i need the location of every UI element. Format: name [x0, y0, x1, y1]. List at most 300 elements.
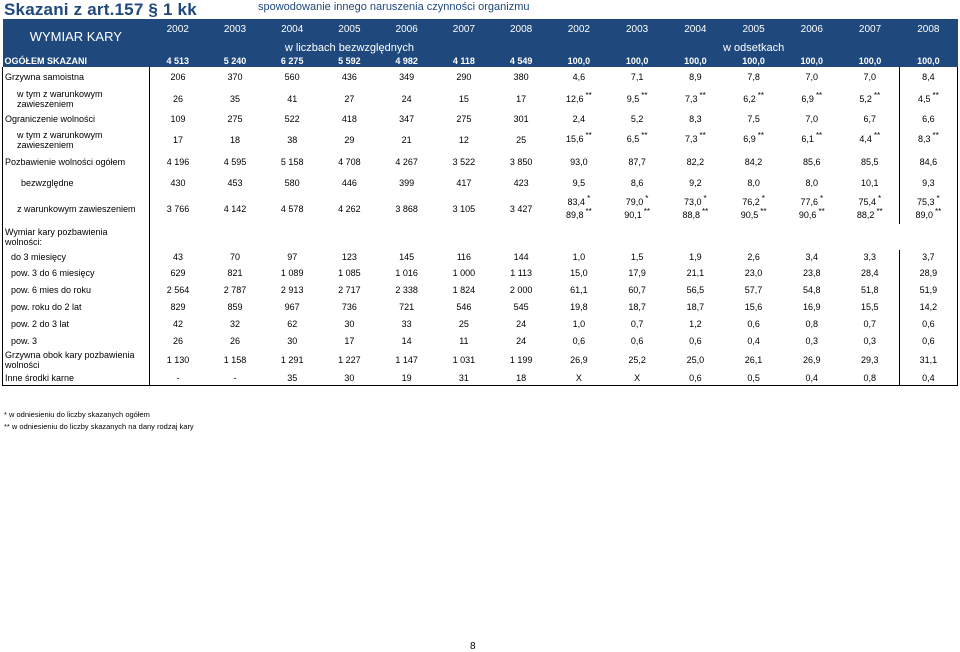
footnote-marker: **	[873, 90, 881, 100]
abs-cell: 4 262	[338, 204, 361, 214]
abs-cell: 17	[344, 335, 355, 346]
pct-cell	[550, 153, 608, 171]
pct-value: 0,6	[630, 335, 644, 346]
abs-cell: 2 564	[166, 284, 190, 295]
pct-value: 0,6	[922, 335, 935, 346]
pct-cell	[724, 371, 782, 385]
pct-cell	[783, 67, 841, 86]
pct-value: 84,2	[744, 157, 763, 167]
pct-value: 26,9	[803, 355, 821, 365]
pct-cell	[841, 250, 899, 264]
pct-cell	[608, 371, 666, 385]
abs-cell: 33	[401, 318, 412, 329]
year-pct-2008: 2008	[899, 19, 957, 40]
page-title: Skazani z art.157 § 1 kk	[4, 0, 197, 19]
abs-cell: 43	[172, 252, 183, 262]
pct-cell	[666, 153, 724, 171]
total-pct-cell: 100,0	[550, 55, 608, 67]
abs-cell: 116	[456, 252, 472, 262]
abs-cell: 2 000	[509, 284, 533, 295]
pct-value: 7,3	[684, 134, 698, 144]
abs-cell: 3 105	[452, 204, 476, 214]
abs-cell: 3 850	[509, 157, 533, 167]
abs-cell: 25	[458, 318, 469, 329]
pct-value: 0,6	[922, 318, 935, 329]
pct-cell	[783, 86, 841, 112]
abs-cell: 290	[456, 71, 472, 82]
abs-cell: 967	[284, 301, 300, 312]
abs-cell: 4 595	[223, 157, 247, 167]
row-label: z warunkowym zawieszeniem	[3, 194, 150, 224]
abs-cell: 430	[170, 177, 186, 188]
pct-cell	[841, 332, 899, 349]
footnote-marker: **	[934, 207, 942, 216]
abs-cell: 349	[399, 71, 415, 82]
row-label: w tym z warunkowym zawieszeniem	[3, 86, 150, 112]
pct-cell	[666, 298, 724, 315]
abs-cell: 546	[456, 301, 472, 312]
pct-value: 79,0	[625, 197, 644, 207]
caption-absolute: w liczbach bezwzględnych	[149, 40, 550, 55]
pct-value: 89,8	[565, 210, 584, 220]
abs-cell: 2 913	[280, 284, 304, 295]
abs-cell: -	[206, 371, 263, 385]
pct-cell	[783, 332, 841, 349]
footnote-marker: **	[876, 207, 883, 216]
pct-value: 25,2	[628, 355, 646, 365]
pct-value: 0,6	[689, 372, 702, 383]
pct-value: 85,5	[861, 157, 879, 167]
empty-cell	[149, 224, 957, 250]
abs-cell: 62	[287, 318, 298, 329]
row-label: pow. roku do 2 lat	[3, 298, 150, 315]
year-abs-2007: 2007	[435, 19, 492, 40]
pct-value: 5,2	[859, 93, 872, 104]
pct-cell	[841, 126, 899, 153]
pct-value: 6,7	[863, 114, 877, 124]
pct-value: 56,5	[686, 284, 705, 295]
pct-cell	[724, 315, 782, 332]
pct-cell	[666, 194, 724, 224]
pct-value: 9,5	[626, 93, 640, 104]
pct-cell	[666, 250, 724, 264]
total-row	[3, 55, 958, 67]
pct-value: 84,6	[919, 157, 938, 167]
pct-cell	[899, 67, 957, 86]
abs-cell: 821	[227, 267, 243, 278]
total-abs-cell: 4 982	[378, 55, 435, 67]
table-row	[3, 86, 958, 112]
footnote-marker: **	[585, 131, 592, 140]
pct-value: 61,1	[570, 284, 588, 295]
total-label: OGÓŁEM SKAZANI	[3, 55, 150, 67]
abs-cell: 30	[321, 371, 378, 385]
footnote-marker: *	[645, 194, 649, 203]
year-pct-2004: 2004	[666, 19, 724, 40]
pct-value: 7,0	[805, 71, 819, 82]
pct-value: 90,1	[624, 210, 642, 220]
pct-value: X	[575, 372, 582, 383]
table-row	[3, 171, 958, 194]
pct-value: 1,0	[572, 252, 586, 262]
pct-value: 8,3	[917, 134, 931, 144]
footnote-marker: *	[587, 194, 591, 203]
abs-cell: 1 113	[510, 267, 533, 278]
footnote-marker: **	[757, 90, 764, 100]
abs-cell: 3 766	[166, 204, 190, 214]
abs-cell: 1 130	[166, 355, 190, 365]
pct-value: 23,8	[803, 267, 821, 278]
abs-cell: 1 227	[338, 355, 361, 365]
row-label: bezwzględne	[3, 171, 150, 194]
pct-value: 23,0	[744, 267, 763, 278]
total-pct-cell: 100,0	[899, 55, 957, 67]
footnote-marker: **	[760, 207, 767, 216]
row-label: Inne środki karne	[3, 371, 150, 385]
pct-value: 7,3	[684, 93, 698, 104]
abs-cell: 629	[170, 267, 186, 278]
pct-value: 7,8	[747, 71, 760, 82]
pct-cell	[899, 371, 957, 385]
abs-cell: 417	[456, 177, 472, 188]
pct-value: 0,8	[863, 372, 877, 383]
pct-value: 60,7	[628, 284, 646, 295]
pct-cell	[899, 298, 957, 315]
pct-value: 77,6	[800, 197, 818, 207]
abs-cell: 1 824	[452, 284, 476, 295]
pct-cell	[550, 194, 608, 224]
abs-cell: 24	[516, 335, 527, 346]
footnote-marker: **	[699, 90, 706, 100]
pct-value: 28,9	[919, 267, 938, 278]
pct-cell	[608, 264, 666, 281]
footnote-marker: **	[932, 90, 939, 100]
pct-value: 25,0	[686, 355, 705, 365]
abs-cell: 1 089	[280, 267, 304, 278]
pct-cell	[841, 153, 899, 171]
pct-value: 8,9	[689, 71, 702, 82]
footnote-marker: **	[701, 207, 709, 216]
table-row	[3, 349, 958, 371]
abs-cell: 1 158	[223, 355, 247, 365]
pct-value: X	[634, 372, 641, 383]
pct-value: 3,3	[863, 252, 877, 262]
pct-cell	[783, 281, 841, 298]
total-pct-cell: 100,0	[608, 55, 666, 67]
abs-cell: 35	[264, 371, 321, 385]
pct-value: 0,5	[747, 372, 760, 383]
pct-cell	[899, 126, 957, 153]
pct-cell	[666, 264, 724, 281]
abs-cell: 2 338	[395, 284, 418, 295]
pct-cell	[724, 126, 782, 153]
abs-cell: 26	[172, 94, 183, 104]
abs-cell: 1 016	[395, 267, 418, 278]
row-label: pow. 3	[3, 332, 150, 349]
pct-value: 88,8	[682, 210, 700, 220]
abs-cell: 4 142	[223, 204, 247, 214]
total-pct-cell: 100,0	[666, 55, 724, 67]
abs-cell: 859	[227, 301, 243, 312]
year-abs-2006: 2006	[378, 19, 435, 40]
table-row	[3, 112, 958, 126]
pct-value: 7,0	[863, 71, 877, 82]
pct-cell	[550, 86, 608, 112]
pct-cell	[550, 371, 608, 385]
pct-cell	[550, 250, 608, 264]
pct-value: 0,6	[689, 335, 702, 346]
abs-cell: 26	[229, 335, 240, 346]
pct-value: 8,4	[922, 71, 935, 82]
pct-cell	[783, 112, 841, 126]
abs-cell: 19	[378, 371, 435, 385]
pct-value: 14,2	[919, 301, 938, 312]
pct-cell	[899, 332, 957, 349]
footnote-marker: *	[703, 194, 707, 203]
pct-value: 8,0	[805, 177, 819, 188]
pct-value: 0,6	[747, 318, 760, 329]
abs-cell: 4 578	[280, 204, 304, 214]
abs-cell: 30	[287, 335, 298, 346]
pct-cell	[608, 298, 666, 315]
pct-cell	[841, 86, 899, 112]
footnote-marker: **	[585, 207, 592, 216]
abs-cell: 14	[401, 335, 412, 346]
pct-value: 82,2	[686, 157, 705, 167]
row-label: Ograniczenie wolności	[3, 112, 150, 126]
pct-value: 6,6	[922, 114, 935, 124]
pct-cell	[841, 298, 899, 315]
pct-value: 1,5	[630, 252, 644, 262]
pct-value: 90,5	[740, 210, 759, 220]
pct-value: 57,7	[744, 284, 763, 295]
pct-cell	[783, 194, 841, 224]
pct-value: 51,9	[919, 284, 938, 295]
pct-cell	[666, 315, 724, 332]
table-row	[3, 194, 958, 224]
pct-value: 93,0	[570, 157, 588, 167]
pct-cell	[841, 67, 899, 86]
pct-cell	[608, 86, 666, 112]
table-row	[3, 332, 958, 349]
footnote-marker: **	[585, 90, 592, 100]
pct-cell	[899, 349, 957, 371]
pct-value: 6,5	[626, 134, 640, 144]
pct-value: 9,5	[572, 177, 586, 188]
pct-value: 0,8	[805, 318, 819, 329]
pct-value: 21,1	[686, 267, 705, 278]
footnote-marker: **	[641, 131, 648, 140]
total-pct-cell: 100,0	[783, 55, 841, 67]
pct-cell	[608, 250, 666, 264]
total-pct-cell: 100,0	[841, 55, 899, 67]
pct-value: 7,5	[747, 114, 760, 124]
abs-cell: 97	[287, 252, 298, 262]
pct-cell	[608, 194, 666, 224]
abs-cell: 423	[513, 177, 529, 188]
abs-cell: 1 147	[395, 355, 418, 365]
pct-cell	[724, 67, 782, 86]
pct-value: 26,9	[570, 355, 588, 365]
table-row	[3, 250, 958, 264]
abs-cell: 27	[344, 94, 355, 104]
abs-cell: 30	[344, 318, 355, 329]
pct-value: 90,6	[798, 210, 817, 220]
pct-cell	[724, 298, 782, 315]
pct-cell	[550, 126, 608, 153]
pct-cell	[724, 86, 782, 112]
pct-value: 15,5	[861, 301, 879, 312]
pct-cell	[666, 332, 724, 349]
pct-value: 54,8	[803, 284, 821, 295]
pct-value: 4,4	[859, 134, 872, 144]
pct-value: 83,4	[567, 197, 586, 207]
row-label: do 3 miesięcy	[3, 250, 150, 264]
row-label: pow. 3 do 6 miesięcy	[3, 264, 150, 281]
abs-cell: 436	[341, 71, 357, 82]
abs-cell: 399	[399, 177, 415, 188]
pct-cell	[608, 171, 666, 194]
pct-cell	[899, 315, 957, 332]
row-label: Pozbawienie wolności ogółem	[3, 153, 150, 171]
abs-cell: 4 196	[166, 157, 190, 167]
pct-cell	[608, 349, 666, 371]
pct-cell	[550, 349, 608, 371]
page-subtitle: spowodowanie innego naruszenia czynności organizmu	[258, 1, 530, 13]
pct-cell	[666, 112, 724, 126]
abs-cell: 522	[284, 114, 300, 124]
pct-value: 9,2	[689, 177, 702, 188]
pct-value: 0,7	[630, 318, 644, 329]
wymiar-kary-header: WYMIAR KARY	[3, 19, 150, 55]
pct-value: 16,9	[803, 301, 821, 312]
pct-value: 12,6	[565, 93, 584, 104]
year-pct-2002: 2002	[550, 19, 608, 40]
header-years-row	[3, 19, 958, 40]
abs-cell: 123	[341, 252, 357, 262]
pct-value: 0,6	[572, 335, 586, 346]
pct-cell	[666, 86, 724, 112]
total-abs-cell: 4 513	[149, 55, 206, 67]
pct-value: 0,3	[805, 335, 819, 346]
pct-value: 28,4	[861, 267, 879, 278]
pct-value: 6,9	[801, 93, 814, 104]
abs-cell: 17	[172, 134, 183, 145]
pct-cell	[841, 264, 899, 281]
pct-cell	[724, 194, 782, 224]
abs-cell: 1 000	[452, 267, 476, 278]
pct-value: 7,0	[805, 114, 819, 124]
pct-cell	[608, 67, 666, 86]
pct-cell	[550, 298, 608, 315]
abs-cell: 5 158	[280, 157, 304, 167]
table-row	[3, 264, 958, 281]
abs-cell: 301	[513, 114, 529, 124]
abs-cell: 3 522	[452, 157, 476, 167]
footnote-marker: *	[761, 194, 765, 203]
pct-value: 87,7	[628, 157, 646, 167]
abs-cell: 26	[172, 335, 183, 346]
pct-value: 7,1	[630, 71, 644, 82]
pct-value: 15,6	[744, 301, 763, 312]
pct-cell	[783, 371, 841, 385]
table-row	[3, 315, 958, 332]
abs-cell: 829	[170, 301, 186, 312]
pct-cell	[841, 194, 899, 224]
table-row	[3, 298, 958, 315]
year-abs-2005: 2005	[321, 19, 378, 40]
abs-cell: 560	[284, 71, 300, 82]
abs-cell: 3 427	[509, 204, 533, 214]
pct-cell	[608, 112, 666, 126]
pct-cell	[724, 281, 782, 298]
abs-cell: 42	[172, 318, 183, 329]
footnote-marker: **	[641, 90, 648, 100]
pct-value: 8,0	[747, 177, 760, 188]
pct-cell	[666, 67, 724, 86]
pct-cell	[783, 349, 841, 371]
abs-cell: 18	[229, 134, 240, 145]
row-label: Wymiar kary pozbawienia wolności:	[3, 224, 150, 250]
pct-cell	[841, 371, 899, 385]
row-label: Grzywna samoistna	[3, 67, 150, 86]
total-abs-cell: 4 549	[493, 55, 550, 67]
pct-cell	[666, 281, 724, 298]
abs-cell: 38	[287, 134, 298, 145]
footnote-marker: *	[877, 194, 882, 203]
year-pct-2003: 2003	[608, 19, 666, 40]
footnote-marker: **	[699, 131, 706, 140]
pct-value: 4,6	[572, 71, 586, 82]
abs-cell: 2 717	[338, 284, 361, 295]
pct-cell	[724, 250, 782, 264]
pct-cell	[724, 349, 782, 371]
pct-value: 15,0	[570, 267, 588, 278]
sentencing-table	[2, 19, 958, 386]
abs-cell: 31	[435, 371, 492, 385]
pct-cell	[783, 250, 841, 264]
abs-cell: 580	[284, 177, 300, 188]
pct-cell	[608, 126, 666, 153]
pct-cell	[550, 281, 608, 298]
pct-cell	[783, 153, 841, 171]
total-abs-cell: 4 118	[435, 55, 492, 67]
pct-value: 15,6	[565, 134, 584, 144]
footnote-marker: **	[643, 207, 650, 216]
pct-cell	[899, 171, 957, 194]
pct-value: 8,6	[630, 177, 644, 188]
pct-cell	[841, 171, 899, 194]
pct-cell	[550, 67, 608, 86]
pct-cell	[550, 112, 608, 126]
pct-cell	[899, 281, 957, 298]
abs-cell: 4 708	[338, 157, 361, 167]
pct-cell	[724, 264, 782, 281]
abs-cell: 11	[459, 335, 469, 346]
pct-value: 19,8	[570, 301, 588, 312]
year-abs-2002: 2002	[149, 19, 206, 40]
pct-value: 0,7	[863, 318, 877, 329]
abs-cell: 347	[399, 114, 415, 124]
abs-cell: 446	[341, 177, 357, 188]
page-number: 8	[470, 641, 476, 652]
year-abs-2004: 2004	[264, 19, 321, 40]
footnote-1: * w odniesieniu do liczby skazanych ogółem	[4, 410, 150, 419]
pct-cell	[724, 153, 782, 171]
pct-cell	[666, 349, 724, 371]
pct-value: 9,3	[922, 177, 935, 188]
year-pct-2007: 2007	[841, 19, 899, 40]
